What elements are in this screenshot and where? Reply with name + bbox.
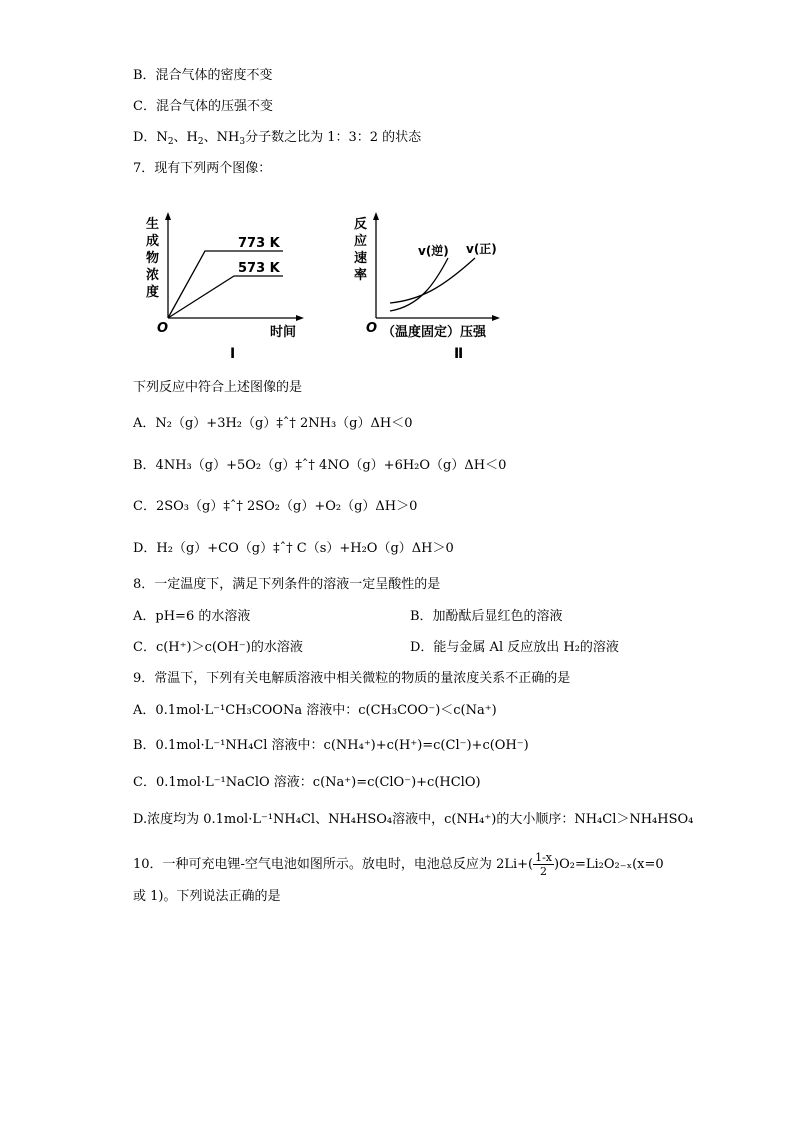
- subscript: 2: [167, 137, 174, 147]
- fig2-label-v-reverse: v(逆): [418, 244, 449, 258]
- q9-stem: 9．常温下，下列有关电解质溶液中相关微粒的物质的量浓度关系不正确的是: [133, 671, 571, 686]
- q6-option-d-part: 、H: [173, 130, 198, 145]
- fig1-origin: O: [157, 321, 169, 336]
- q8-option-c: C．c(H⁺)＞c(OH⁻)的水溶液: [133, 640, 303, 655]
- q6-option-d-part: D．N: [133, 130, 168, 145]
- fig2-origin: O: [366, 321, 378, 336]
- q7-option-b: B．4NH₃（g）+5O₂（g）‡ˆ† 4NO（g）+6H₂O（g）ΔH＜0: [133, 458, 507, 473]
- q8-stem: 8．一定温度下，满足下列条件的溶液一定呈酸性的是: [133, 577, 441, 592]
- fig2-caption: Ⅱ: [454, 346, 464, 362]
- q6-option-d: [133, 129, 421, 151]
- subscript: 3: [239, 137, 246, 147]
- fraction-numerator: 1-x: [535, 851, 553, 864]
- q7-option-d: D．H₂（g）+CO（g）‡ˆ† C（s）+H₂O（g）ΔH＞0: [133, 541, 454, 556]
- q7-option-c: C．2SO₃（g）‡ˆ† 2SO₂（g）+O₂（g）ΔH＞0: [133, 499, 418, 514]
- fig1-curve-573k: [168, 276, 283, 318]
- fig2-xlabel: （温度固定）压强: [382, 325, 487, 340]
- q9-option-a: A．0.1mol·L⁻¹CH₃COONa 溶液中：c(CH₃COO⁻)＜c(Na⁺): [133, 703, 497, 718]
- q9-option-d: D.浓度均为 0.1mol·L⁻¹NH₄Cl、NH₄HSO₄溶液中，c(NH₄⁺)的大小顺序：NH₄Cl＞NH₄HSO₄: [133, 812, 694, 827]
- q10-stem-line2: 或 1)。下列说法正确的是: [133, 889, 281, 904]
- fraction-denominator: 2: [540, 865, 548, 878]
- q9-option-c: C．0.1mol·L⁻¹NaClO 溶液：c(Na⁺)=c(ClO⁻)+c(HClO): [133, 775, 481, 790]
- fig1-caption: Ⅰ: [230, 346, 236, 362]
- fig1-ylabel-char: 生: [146, 217, 160, 232]
- q10-stem-line1: [133, 851, 664, 878]
- fig2-ylabel-char: 应: [354, 234, 368, 249]
- fig1-label-773k: 773 K: [238, 236, 280, 251]
- q6-option-b: B．混合气体的密度不变: [133, 68, 273, 83]
- fig2-x-arrow: [492, 315, 500, 321]
- fig2-curve-forward: [390, 258, 475, 303]
- q7-prompt: 下列反应中符合上述图像的是: [133, 380, 303, 395]
- fraction: [533, 851, 554, 878]
- q8-option-d: D．能与金属 Al 反应放出 H₂的溶液: [410, 640, 619, 655]
- fig1-y-arrow: [165, 212, 171, 220]
- q6-option-c: C．混合气体的压强不变: [133, 99, 273, 114]
- fig2-label-v-forward: v(正): [466, 242, 497, 256]
- fig1-x-arrow: [296, 315, 304, 321]
- q7-stem: 7．现有下列两个图像：: [133, 161, 272, 176]
- q10-stem-part: )O₂=Li₂O₂₋ₓ(x=0: [554, 857, 664, 872]
- fig1-xlabel: 时间: [270, 325, 297, 340]
- figure-2-rate-pressure: [350, 208, 525, 363]
- q6-option-d-part: 、NH: [203, 130, 240, 145]
- fig1-label-573k: 573 K: [238, 261, 280, 276]
- fig1-ylabel-char: 浓: [146, 268, 160, 283]
- fig2-ylabel-char: 率: [354, 268, 368, 283]
- q8-option-b: B．加酚酞后显红色的溶液: [410, 609, 563, 624]
- q8-option-a: A．pH=6 的水溶液: [133, 609, 251, 624]
- q7-option-a: A．N₂（g）+3H₂（g）‡ˆ† 2NH₃（g）ΔH＜0: [133, 416, 413, 431]
- fig1-ylabel-char: 度: [146, 285, 160, 300]
- fig2-ylabel-char: 反: [354, 217, 368, 232]
- fig2-curve-reverse: [390, 258, 448, 311]
- q10-stem-part: 10．一种可充电锂-空气电池如图所示。放电时，电池总反应为 2Li+(: [133, 857, 534, 872]
- q9-option-b: B．0.1mol·L⁻¹NH₄Cl 溶液中：c(NH₄⁺)+c(H⁺)=c(Cl⁻)+c(OH⁻): [133, 738, 529, 753]
- fig2-y-arrow: [373, 212, 379, 220]
- q6-option-d-part: 分子数之比为 1：3：2 的状态: [245, 130, 422, 145]
- figure-1-concentration-time: [140, 208, 315, 363]
- subscript: 2: [197, 137, 204, 147]
- fig1-ylabel-char: 物: [146, 251, 160, 266]
- fig1-ylabel-char: 成: [146, 234, 160, 249]
- fig2-ylabel-char: 速: [354, 251, 368, 266]
